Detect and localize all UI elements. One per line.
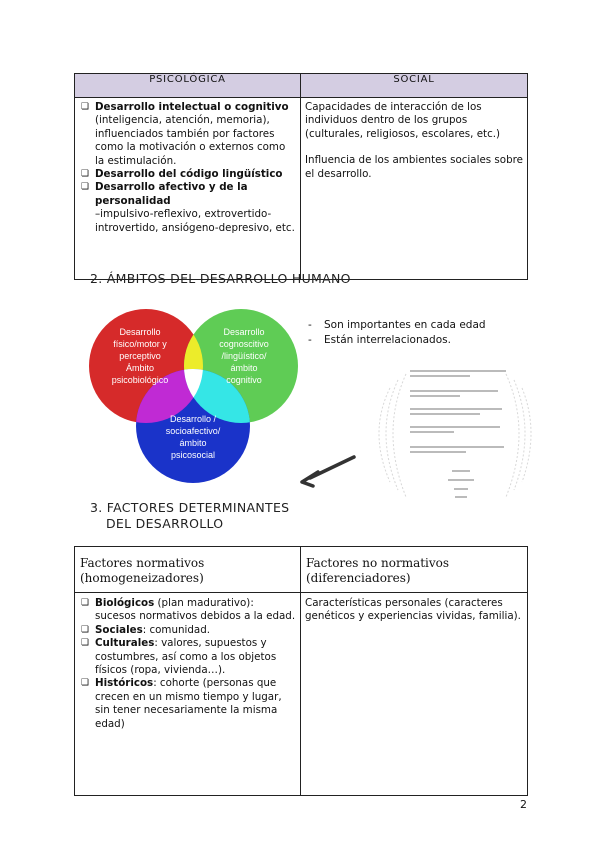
green-label-5: cognitivo [226,375,262,385]
blue-label-1: Desarrollo / [169,414,217,424]
green-label-2: cognoscitivo [219,339,269,349]
blue-label-2: socioafectivo/ [165,426,221,436]
header-no-normativos: Factores no normativos (diferenciadores) [301,547,528,593]
red-label-3: perceptivo [119,351,161,361]
venn-notes [308,318,486,348]
red-label-1: Desarrollo [119,327,161,337]
header-psicologica: PSICOLÓGICA [75,74,301,98]
list-item: ❏ Desarrollo intelectual o cognitivo (inteligencia, atención, memoria), influenciados también por factores como la motivación o externos como la estimulación. [79,101,296,168]
cell-psicologica [75,98,301,280]
section-3-title-line2: DEL DESARROLLO [106,516,224,531]
faded-diagram-thumbnail [376,362,536,504]
list-item-continuation: –impulsivo-reflexivo, extrovertido-introvertido, ansiógeno-depresivo, etc. [95,208,295,234]
arrow-icon [296,452,360,488]
red-label-5: psicobiológico [111,375,169,385]
list-item: ❏ Sociales: comunidad. [79,624,296,637]
red-label-2: físico/motor y [113,339,167,349]
venn-diagram [88,297,301,489]
note-item: - Están interrelacionados. [308,333,486,348]
cell-social [301,98,528,280]
cell-no-normativos: Características personales (caracteres genéticos y experiencias vividas, familia). [301,593,528,796]
section-3-title-line1: 3. FACTORES DETERMINANTES [90,500,290,515]
note-item: - Son importantes en cada edad [308,318,486,333]
list-item: ❏ Históricos: cohorte (personas que crecen en un mismo tiempo y lugar, sin tener necesariamente la misma edad) [79,677,296,731]
section-2-title: 2. ÁMBITOS DEL DESARROLLO HUMANO [90,271,351,286]
blue-label-3: ámbito [179,438,207,448]
red-label-4: Ámbito [125,363,155,373]
header-normativos: Factores normativos (homogeneizadores) [75,547,301,593]
green-label-3: /lingüístico/ [221,351,267,361]
cell-normativos [75,593,301,796]
list-item: ❏ Desarrollo del código lingüístico [79,168,296,181]
table-factores [74,546,528,796]
green-label-1: Desarrollo [223,327,265,337]
green-label-4: ámbito [230,363,258,373]
social-paragraph-1: Capacidades de interacción de los individuos dentro de los grupos (culturales, religiosos, escolares, etc.) [305,101,501,140]
page-number: 2 [520,798,527,811]
blue-label-4: psicosocial [170,450,216,460]
table-psicologica-social [74,73,528,280]
list-item: ❏ Culturales: valores, supuestos y costumbres, así como a los objetos físicos (ropa, vivienda…). [79,637,296,677]
list-item: ❏ Biológicos (plan madurativo): sucesos normativos debidos a la edad. [79,597,296,624]
list-item: ❏ Desarrollo afectivo y de la personalidad [79,181,296,208]
header-social: SOCIAL [301,74,528,98]
social-paragraph-2: Influencia de los ambientes sociales sobre el desarrollo. [305,154,523,180]
